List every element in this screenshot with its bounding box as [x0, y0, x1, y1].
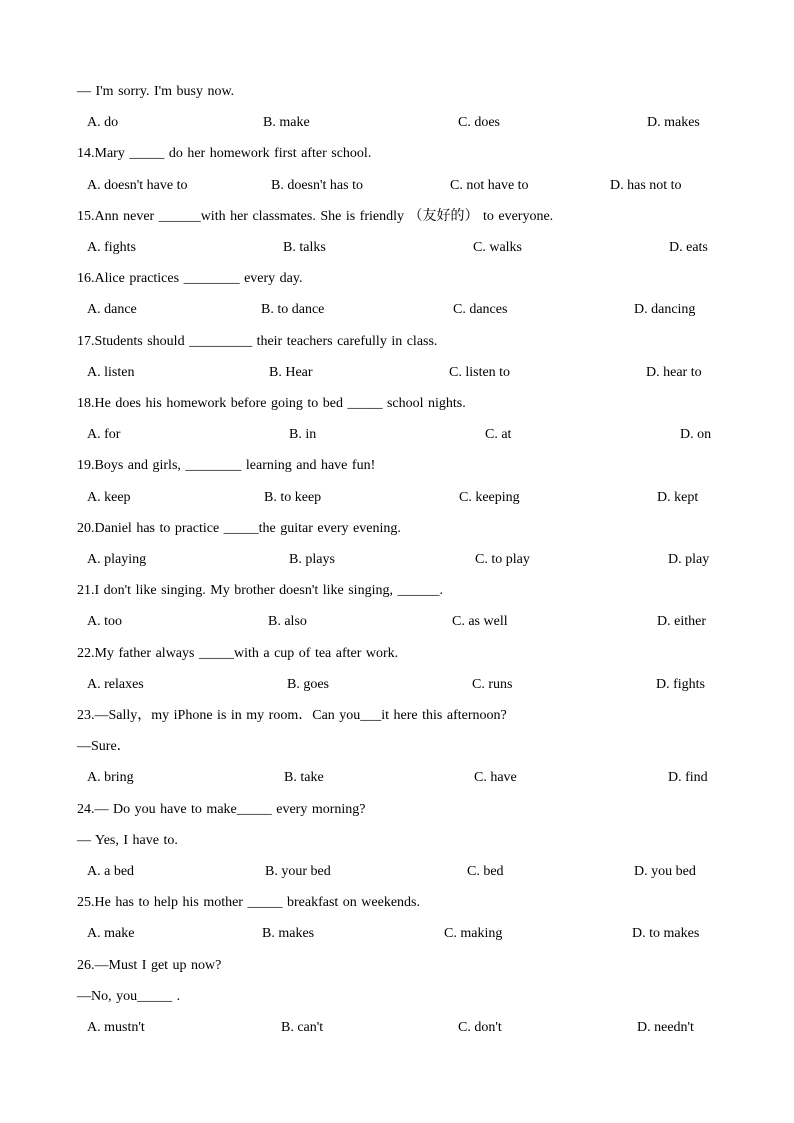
option-c: C. don't: [458, 1020, 502, 1035]
question-stem: 19.Boys and girls, ________ learning and have fun!: [77, 458, 376, 473]
option-a: A. mustn't: [87, 1020, 145, 1035]
option-a: A. make: [87, 926, 135, 941]
option-b: B. your bed: [265, 864, 331, 879]
option-c: C. as well: [452, 614, 508, 629]
option-d: D. fights: [656, 677, 705, 692]
option-c: C. bed: [467, 864, 504, 879]
question-stem: 18.He does his homework before going to bed _____ school nights.: [77, 396, 466, 411]
option-b: B. to keep: [264, 490, 322, 505]
option-b: B. talks: [283, 240, 326, 255]
option-b: B. in: [289, 427, 317, 442]
option-a: A. dance: [87, 302, 137, 317]
answer-line: — Yes, I have to.: [77, 833, 178, 848]
question-stem: 21.I don't like singing. My brother doesn't like singing, ______.: [77, 583, 443, 598]
option-b: B. make: [263, 115, 310, 130]
option-d: D. on: [680, 427, 712, 442]
option-d: D. needn't: [637, 1020, 694, 1035]
option-c: C. walks: [473, 240, 522, 255]
question-stem: — I'm sorry. I'm busy now.: [77, 84, 235, 99]
option-d: D. hear to: [646, 365, 702, 380]
question-stem: 23.—Sally，my iPhone is in my room．Can you___it here this afternoon?: [77, 708, 507, 723]
option-a: A. do: [87, 115, 119, 130]
answer-line: —Sure．: [77, 739, 131, 754]
option-c: C. runs: [472, 677, 513, 692]
answer-line: —No, you_____ .: [77, 989, 181, 1004]
option-a: A. bring: [87, 770, 134, 785]
option-b: B. to dance: [261, 302, 325, 317]
option-a: A. relaxes: [87, 677, 144, 692]
option-d: D. find: [668, 770, 708, 785]
question-stem: 22.My father always _____with a cup of tea after work.: [77, 646, 399, 661]
option-b: B. plays: [289, 552, 335, 567]
option-c: C. at: [485, 427, 512, 442]
option-a: A. playing: [87, 552, 147, 567]
question-stem: 24.— Do you have to make_____ every morning?: [77, 802, 366, 817]
option-b: B. goes: [287, 677, 329, 692]
option-d: D. makes: [647, 115, 700, 130]
question-stem: 15.Ann never ______with her classmates. She is friendly （友好的） to everyone.: [77, 209, 554, 224]
option-a: A. for: [87, 427, 121, 442]
option-c: C. to play: [475, 552, 530, 567]
option-b: B. can't: [281, 1020, 324, 1035]
option-c: C. not have to: [450, 178, 529, 193]
option-a: A. keep: [87, 490, 131, 505]
option-d: D. you bed: [634, 864, 696, 879]
option-c: C. does: [458, 115, 500, 130]
question-stem: 17.Students should _________ their teachers carefully in class.: [77, 334, 438, 349]
option-a: A. a bed: [87, 864, 135, 879]
option-c: C. listen to: [449, 365, 511, 380]
option-b: B. take: [284, 770, 324, 785]
option-d: D. play: [668, 552, 710, 567]
option-c: C. keeping: [459, 490, 520, 505]
option-d: D. kept: [657, 490, 699, 505]
question-stem: 14.Mary _____ do her homework first after school.: [77, 146, 372, 161]
question-stem: 26.—Must I get up now?: [77, 958, 222, 973]
option-b: B. makes: [262, 926, 315, 941]
option-b: B. Hear: [269, 365, 313, 380]
question-stem: 16.Alice practices ________ every day.: [77, 271, 303, 286]
option-d: D. has not to: [610, 178, 682, 193]
question-stem: 25.He has to help his mother _____ breakfast on weekends.: [77, 895, 420, 910]
question-stem: 20.Daniel has to practice _____the guitar every evening.: [77, 521, 401, 536]
option-d: D. dancing: [634, 302, 696, 317]
option-c: C. making: [444, 926, 503, 941]
option-a: A. fights: [87, 240, 136, 255]
option-a: A. doesn't have to: [87, 178, 188, 193]
option-a: A. too: [87, 614, 122, 629]
option-c: C. have: [474, 770, 517, 785]
option-b: B. doesn't has to: [271, 178, 363, 193]
option-d: D. eats: [669, 240, 708, 255]
option-a: A. listen: [87, 365, 135, 380]
option-d: D. either: [657, 614, 706, 629]
option-d: D. to makes: [632, 926, 700, 941]
option-b: B. also: [268, 614, 307, 629]
option-c: C. dances: [453, 302, 508, 317]
